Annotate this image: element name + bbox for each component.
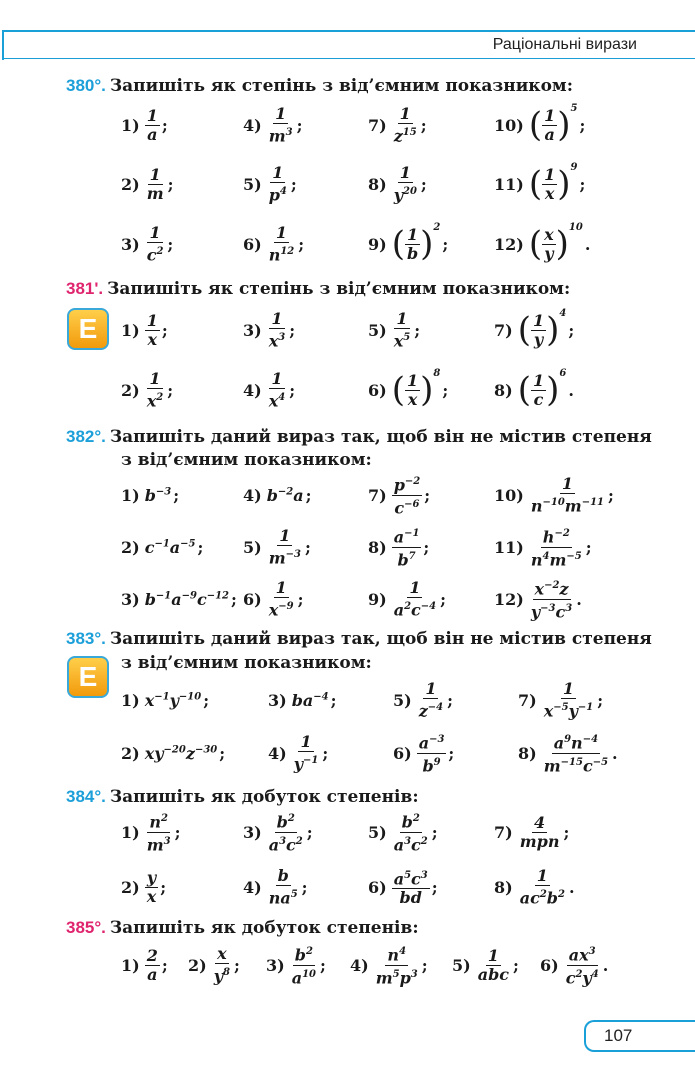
task-385-item: 6) $\frac{ax^3}{c^2y^4}$ . [540,945,608,985]
task-text: Запишіть як добуток степенів: [109,918,419,938]
task-385-item: 2) $\frac{x}{y^8}$ ; [188,943,240,986]
task-382-item: 6) $\frac{1}{x^{-9}}$ ; [243,577,304,620]
task-382-item: 8) $\frac{a^{-1}}{b^7}$ ; [368,527,429,567]
task-380-item: 6) $\frac{1}{n^{12}}$ ; [243,222,305,265]
task-384-item: 3) $\frac{b^2}{a^3c^2}$ ; [243,812,313,852]
task-380-item: 5) $\frac{1}{p^4}$ ; [243,162,297,205]
task-382-item: 10) $\frac{1}{n^{-10}m^{-11}}$ ; [494,473,614,516]
task-381-item: 5) $\frac{1}{x^5}$ ; [368,308,421,351]
task-380-item: 11) ( $\frac{1}{x}$ ) $^9$ ; [494,162,586,204]
task-382-item: 11) $\frac{h^{-2}}{n^4m^{-5}}$ ; [494,527,592,567]
task-382-heading [66,426,652,448]
header-rule [2,30,695,32]
task-380-item: 9) ( $\frac{1}{b}$ ) $^2$ ; [368,222,449,264]
task-385-item: 5) $\frac{1}{\text{abc}}$ ; [452,945,519,984]
task-385-item: 4) $\frac{n^4}{m^5p^3}$ ; [350,945,428,985]
task-380-item: 7) $\frac{1}{z^{15}}$ ; [368,103,427,146]
task-385-heading [66,917,419,939]
task-383-item: 2) $xy^{-20}z^{-30}$ ; [121,743,226,763]
task-383-item: 3) $ba^{-4}$ ; [268,690,337,710]
task-384-item: 2) $\frac{y}{x}$ ; [121,867,167,906]
task-384-item: 4) $\frac{b}{na^5}$ ; [243,865,308,908]
badge-letter: Е [78,313,98,344]
badge-letter: Е [78,661,98,692]
task-383-item: 6) $\frac{a^{-3}}{b^9}$ ; [393,733,454,773]
header-rule-bottom [2,58,695,59]
task-382-item: 9) $\frac{1}{a^2c^{-4}}$ ; [368,577,447,620]
task-text: Запишіть як степінь з від’ємним показником: [107,279,571,299]
task-384-item: 8) $\frac{1}{ac^2b^2}$ . [494,865,575,908]
task-382-text-line2: з від’ємним показником: [121,450,372,470]
task-381-item: 8) ( $\frac{1}{c}$ ) $^6$ . [494,368,574,410]
task-text: Запишіть даний вираз так, щоб він не містив степеня [109,427,652,447]
task-text: Запишіть як добуток степенів: [109,787,419,807]
page-number: 107 [604,1026,633,1045]
task-number: 384°. [66,787,106,806]
task-383-item: 4) $\frac{1}{y^{-1}}$ ; [268,731,329,774]
task-382-item: 1) $b^{-3}$ ; [121,485,180,505]
task-381-item: 6) ( $\frac{1}{x}$ ) $^8$ ; [368,368,449,410]
task-number: 380°. [66,76,106,95]
header-rule-left [2,30,4,60]
task-384-item: 1) $\frac{n^2}{m^3}$ ; [121,812,181,852]
task-382-item: 12) $\frac{x^{-2}z}{y^{-3}c^3}$ . [494,579,582,619]
task-383-heading [66,628,652,650]
task-number: 383°. [66,629,106,648]
task-380-item: 3) $\frac{1}{c^2}$ ; [121,222,174,265]
task-text: Запишіть як степінь з від’ємним показником: [109,76,573,96]
task-381-item: 2) $\frac{1}{x^2}$ ; [121,368,174,411]
task-381-item: 3) $\frac{1}{x^3}$ ; [243,308,296,351]
task-383-item: 7) $\frac{1}{x^{-5}y^{-1}}$ ; [518,678,604,721]
task-382-item: 4) $b^{-2}a$ ; [243,485,312,505]
task-383-item: 8) $\frac{a^9n^{-4}}{m^{-15}c^{-5}}$ . [518,733,618,773]
task-381-item: 4) $\frac{1}{x^4}$ ; [243,368,296,411]
running-header-title: Раціональні вирази [492,36,637,53]
e-badge-icon [67,656,109,698]
task-380-item: 4) $\frac{1}{m^3}$ ; [243,103,303,146]
task-381-item: 7) ( $\frac{1}{y}$ ) $^4$ ; [494,308,575,350]
task-380-item: 2) $\frac{1}{m}$ ; [121,164,174,203]
task-381-heading [66,278,570,300]
task-381-item: 1) $\frac{1}{x}$ ; [121,310,168,349]
task-number: 382°. [66,427,106,446]
task-380-heading [66,75,573,97]
task-384-item: 6) $\frac{a^5c^3}{bd}$ ; [368,867,438,907]
task-number: 385°. [66,918,106,937]
task-number: 381'. [66,279,104,298]
task-382-item: 7) $\frac{p^{-2}}{c^{-6}}$ ; [368,475,430,515]
task-383-item: 5) $\frac{1}{z^{-4}}$ ; [393,678,454,721]
task-384-item: 5) $\frac{b^2}{a^3c^2}$ ; [368,812,438,852]
task-380-item: 10) ( $\frac{1}{a}$ ) $^5$ ; [494,103,586,145]
task-384-item: 7) $\frac{4}{\text{mpn}}$ ; [494,812,570,851]
task-380-item: 1) $\frac{1}{a}$ ; [121,105,168,144]
task-382-item: 3) $b^{-1}a^{-9}c^{-12}$ ; [121,589,237,609]
task-text: Запишіть даний вираз так, щоб він не містив степеня [109,629,652,649]
task-383-item: 1) $x^{-1}y^{-10}$ ; [121,690,210,710]
task-383-text-line2: з від’ємним показником: [121,653,372,673]
task-385-item: 3) $\frac{b^2}{a^{10}}$ ; [266,945,326,985]
task-380-item: 12) ( $\frac{x}{y}$ ) $^{10}$ . [494,222,591,264]
task-382-item: 2) $c^{-1}a^{-5}$ ; [121,537,204,557]
task-384-heading [66,786,419,808]
page-number-tab [584,1020,695,1052]
e-badge-icon [67,308,109,350]
task-380-item: 8) $\frac{1}{y^{20}}$ ; [368,162,427,205]
task-385-item: 1) $\frac{2}{a}$ ; [121,945,168,984]
task-382-item: 5) $\frac{1}{m^{-3}}$ ; [243,525,311,568]
